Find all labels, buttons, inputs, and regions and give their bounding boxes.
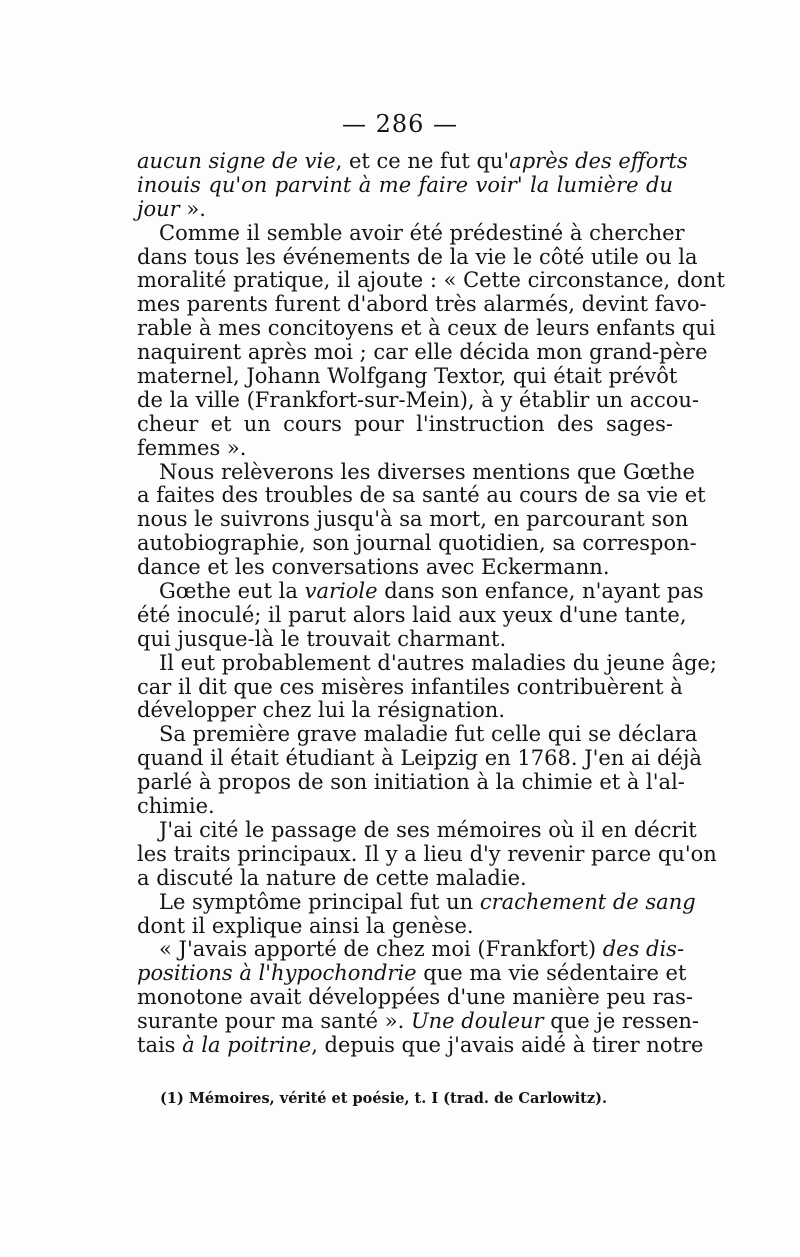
text-line	[137, 413, 673, 437]
text-line	[137, 220, 685, 246]
text-span: les traits principaux. Il y a lieu d'y revenir parce qu'on	[137, 841, 717, 866]
text-span: que ma vie sédentaire et	[416, 961, 687, 986]
text-span: ».	[179, 196, 206, 221]
text-line	[137, 937, 685, 962]
text-line	[137, 602, 687, 628]
text-span: car il dit que ces misères infantiles contribuèrent à	[137, 674, 683, 699]
text-line	[137, 985, 693, 1010]
italic-text: variole	[304, 579, 378, 604]
text-span: cheur et un cours pour l'instruction des sages-	[137, 411, 673, 436]
text-span: été inoculé; il parut alors laid aux yeux d'une tante,	[137, 602, 687, 627]
text-span: dont il explique ainsi la genèse.	[137, 913, 474, 938]
text-span: , depuis que j'avais aidé à tirer notre	[311, 1032, 704, 1057]
body-text	[137, 149, 725, 1058]
text-span: , et ce ne fut qu'	[335, 149, 510, 173]
text-line	[137, 579, 704, 604]
text-line	[137, 316, 716, 341]
text-line	[137, 556, 673, 580]
text-span: nous le suivrons jusqu'à sa mort, en parcourant son	[137, 507, 689, 532]
italic-text: inouis qu'on parvint à me faire voir' la lumière du	[137, 172, 673, 197]
text-span: de la ville (Frankfort-sur-Mein), à y établir un accou-	[137, 387, 700, 412]
text-line	[137, 1009, 700, 1034]
text-line	[137, 795, 673, 819]
text-span: Il eut probablement d'autres maladies du jeune âge;	[159, 650, 717, 675]
text-line	[137, 722, 698, 747]
italic-text: aucun signe de vie	[137, 149, 336, 173]
text-line	[137, 268, 725, 293]
text-line	[137, 841, 717, 867]
text-span: naquirent après moi ; car elle décida mon grand-père	[137, 340, 708, 365]
text-line	[137, 817, 697, 843]
text-line	[137, 770, 685, 795]
text-span: dance et les conversations avec Eckermann.	[137, 555, 610, 580]
text-span: quand il était étudiant à Leipzig en 1768. J'en ai déjà	[137, 746, 702, 771]
footnote: (1) Mémoires, vérité et poésie, t. I (trad. de Carlowitz).	[160, 1090, 608, 1107]
text-span: surante pour ma santé ».	[137, 1009, 411, 1034]
text-span: tais	[137, 1032, 183, 1057]
text-span: Gœthe eut la	[159, 579, 305, 604]
italic-text: Une douleur	[410, 1009, 544, 1034]
text-span: Comme il semble avoir été prédestiné à chercher	[159, 220, 685, 245]
text-line	[137, 628, 673, 652]
text-span: J'ai cité le passage de ses mémoires où il en décrit	[159, 817, 697, 842]
text-line	[137, 746, 702, 771]
text-line	[137, 459, 695, 485]
text-span: a faites des troubles de sa santé au cours de sa vie et	[137, 483, 706, 508]
text-span: développer chez lui la résignation.	[137, 698, 505, 723]
text-line	[137, 483, 706, 508]
italic-text: à la poitrine	[182, 1032, 312, 1057]
text-span: parlé à propos de son initiation à la chimie et à l'al-	[137, 770, 685, 795]
text-line	[137, 674, 683, 700]
text-span: que je ressen-	[543, 1009, 700, 1034]
text-line	[137, 292, 707, 317]
text-line	[137, 961, 687, 986]
text-line	[137, 364, 678, 389]
text-span: chimie.	[137, 794, 215, 819]
text-span: Sa première grave maladie fut celle qui se déclara	[159, 722, 698, 747]
text-line	[137, 437, 673, 461]
text-line	[137, 174, 673, 198]
text-line	[137, 244, 698, 270]
text-line	[137, 889, 696, 915]
text-line	[137, 867, 673, 891]
text-span: dans tous les événements de la vie le côté utile ou la	[137, 244, 698, 269]
text-span: « J'avais apporté de chez moi (Frankfort)	[159, 937, 603, 962]
text-span: femmes ».	[137, 435, 247, 460]
page-number: — 286 —	[341, 110, 459, 138]
text-span: autobiographie, son journal quotidien, sa correspon-	[137, 531, 697, 556]
text-span: qui jusque-là le trouvait charmant.	[137, 626, 507, 651]
text-span: dans son enfance, n'ayant pas	[377, 579, 704, 604]
italic-text: jour	[137, 196, 180, 221]
text-span: maternel, Johann Wolfgang Textor, qui était prévôt	[137, 364, 678, 389]
text-line	[137, 915, 673, 939]
text-span: moralité pratique, il ajoute : « Cette circonstance, dont	[137, 268, 725, 293]
text-span: Nous relèverons les diverses mentions que Gœthe	[159, 459, 695, 484]
text-line	[137, 699, 673, 723]
text-span: monotone avait développées d'une manière peu ras-	[137, 985, 693, 1010]
text-line	[137, 149, 688, 174]
italic-text: positions à l'hypochondrie	[137, 961, 417, 986]
text-line	[137, 387, 700, 413]
text-line	[137, 650, 717, 676]
italic-text: des dis-	[602, 937, 685, 962]
italic-text: crachement de sang	[479, 889, 696, 914]
text-span: a discuté la nature de cette maladie.	[137, 865, 527, 890]
italic-text: après des efforts	[509, 149, 688, 173]
text-span: rable à mes concitoyens et à ceux de leurs enfants qui	[137, 316, 716, 341]
text-line	[137, 340, 708, 365]
text-span: mes parents furent d'abord très alarmés, devint favo-	[137, 292, 707, 317]
text-span: Le symptôme principal fut un	[159, 889, 480, 914]
text-line	[137, 1032, 704, 1058]
text-line	[137, 198, 673, 222]
text-line	[137, 507, 689, 532]
text-line	[137, 531, 697, 556]
